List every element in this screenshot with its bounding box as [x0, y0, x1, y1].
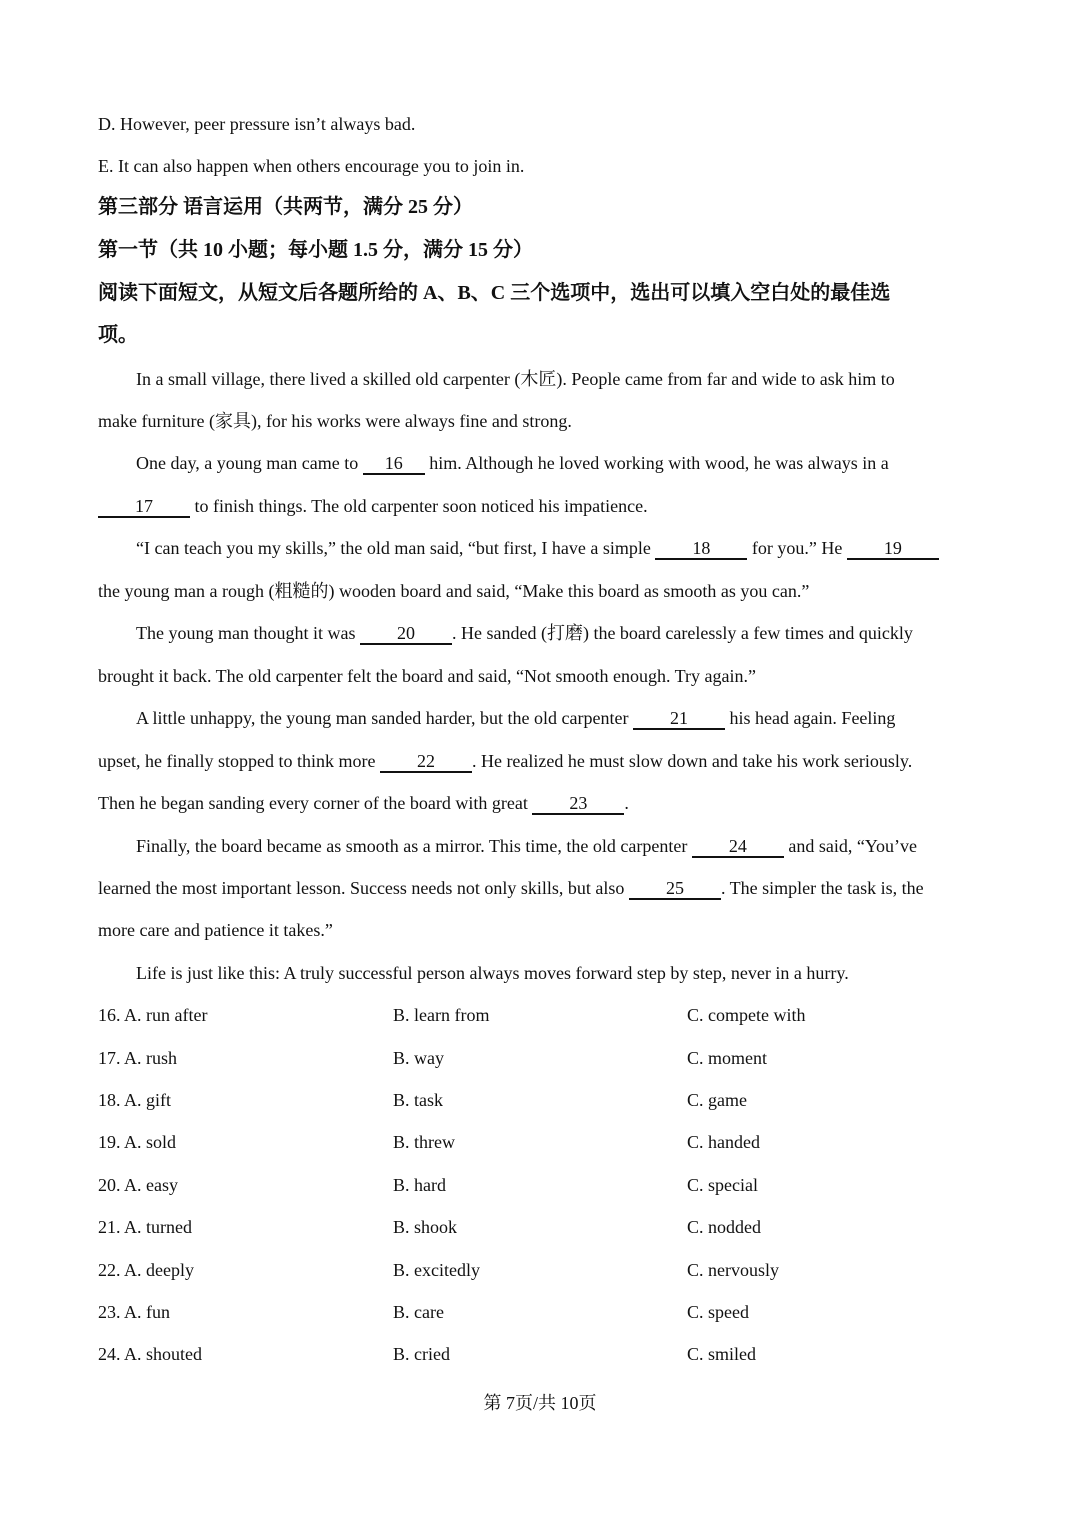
option-18-a: 18. A. gift — [98, 1090, 172, 1110]
part-title: 第三部分 语言运用（共两节，满分 25 分） — [98, 196, 473, 218]
option-21-b: B. shook — [393, 1217, 458, 1237]
passage-text: “I can teach you my skills,” the old man said, “but first, I have a simple — [136, 538, 651, 558]
blank-23: 23 — [532, 793, 624, 815]
blank-24: 24 — [692, 836, 784, 858]
passage-text: A little unhappy, the young man sanded harder, but the old carpenter — [136, 708, 629, 728]
blank-22: 22 — [380, 751, 472, 773]
option-19-c: C. handed — [687, 1132, 760, 1152]
passage-p6-line2 — [98, 876, 924, 900]
option-16-a: 16. A. run after — [98, 1005, 208, 1025]
passage-text: him. Although he loved working with wood, he was always in a — [429, 453, 889, 473]
passage-text: . — [624, 793, 629, 813]
passage-text: . He realized he must slow down and take his work seriously. — [471, 751, 913, 771]
option-21-c: C. nodded — [687, 1217, 761, 1237]
option-21-a: 21. A. turned — [98, 1217, 192, 1237]
passage-text: upset, he finally stopped to think more — [98, 751, 376, 771]
blank-19: 19 — [847, 538, 939, 560]
passage-text: One day, a young man came to — [136, 453, 359, 473]
blank-25: 25 — [629, 878, 721, 900]
option-22-c: C. nervously — [687, 1260, 779, 1280]
passage-p6-line3: more care and patience it takes.” — [98, 920, 333, 940]
passage-text: learned the most important lesson. Success needs not only skills, but also — [98, 878, 625, 898]
passage-text: . The simpler the task is, the — [720, 878, 924, 898]
blank-17: 17 — [98, 496, 190, 518]
option-17-c: C. moment — [687, 1048, 767, 1068]
passage-text: to finish things. The old carpenter soon noticed his impatience. — [194, 496, 648, 516]
blank-16: 16 — [363, 453, 425, 475]
blank-20: 20 — [360, 623, 452, 645]
option-22-a: 22. A. deeply — [98, 1260, 194, 1280]
passage-p5-line1 — [136, 706, 895, 730]
option-20-b: B. hard — [393, 1175, 446, 1195]
passage-text: and said, “You’ve — [788, 836, 918, 856]
passage-text: The young man thought it was — [136, 623, 356, 643]
passage-p4-line2: brought it back. The old carpenter felt the board and said, “Not smooth enough. Try again.” — [98, 666, 757, 686]
passage-p3-line1 — [136, 536, 939, 560]
passage-p2-line2 — [98, 494, 648, 518]
section-subtitle: 第一节（共 10 小题；每小题 1.5 分，满分 15 分） — [98, 239, 533, 261]
passage-text: Then he began sanding every corner of the board with great — [98, 793, 528, 813]
option-24-b: B. cried — [393, 1344, 450, 1364]
blank-21: 21 — [633, 708, 725, 730]
option-24-c: C. smiled — [687, 1344, 757, 1364]
passage-p5-line3 — [98, 791, 629, 815]
option-16-b: B. learn from — [393, 1005, 490, 1025]
passage-p3-line2: the young man a rough (粗糙的) wooden board and said, “Make this board as smooth as you can.” — [98, 581, 810, 601]
option-20-c: C. special — [687, 1175, 758, 1195]
passage-text: Finally, the board became as smooth as a mirror. This time, the old carpenter — [136, 836, 688, 856]
option-23-b: B. care — [393, 1302, 444, 1322]
passage-p2-line1 — [136, 451, 889, 475]
passage-p7: Life is just like this: A truly successful person always moves forward step by step, never in a hurry. — [136, 963, 849, 983]
passage-text: . He sanded (打磨) the board carelessly a few times and quickly — [451, 623, 913, 643]
option-20-a: 20. A. easy — [98, 1175, 178, 1195]
passage-p1-line1: In a small village, there lived a skilled old carpenter (木匠). People came from far and wide to ask him to — [136, 369, 895, 389]
option-17-a: 17. A. rush — [98, 1048, 178, 1068]
option-18-c: C. game — [687, 1090, 747, 1110]
option-18-b: B. task — [393, 1090, 444, 1110]
passage-p6-line1 — [136, 834, 917, 858]
passage-text: his head again. Feeling — [729, 708, 896, 728]
passage-p4-line1 — [136, 621, 913, 645]
page-number: 第 7页/共 10页 — [483, 1393, 597, 1413]
passage-text: for you.” He — [751, 538, 843, 558]
option-e-text: E. It can also happen when others encourage you to join in. — [98, 156, 525, 176]
passage-p1-line2: make furniture (家具), for his works were always fine and strong. — [98, 411, 572, 431]
blank-18: 18 — [655, 538, 747, 560]
option-16-c: C. compete with — [687, 1005, 806, 1025]
instruction-line-1: 阅读下面短文，从短文后各题所给的 A、B、C 三个选项中，选出可以填入空白处的最佳选 — [98, 282, 891, 304]
option-23-c: C. speed — [687, 1302, 749, 1322]
option-23-a: 23. A. fun — [98, 1302, 170, 1322]
option-24-a: 24. A. shouted — [98, 1344, 203, 1364]
passage-p5-line2 — [98, 749, 912, 773]
option-17-b: B. way — [393, 1048, 444, 1068]
option-d-text: D. However, peer pressure isn’t always bad. — [98, 114, 416, 134]
option-19-b: B. threw — [393, 1132, 455, 1152]
option-22-b: B. excitedly — [393, 1260, 480, 1280]
option-19-a: 19. A. sold — [98, 1132, 177, 1152]
instruction-line-2: 项。 — [98, 324, 138, 346]
